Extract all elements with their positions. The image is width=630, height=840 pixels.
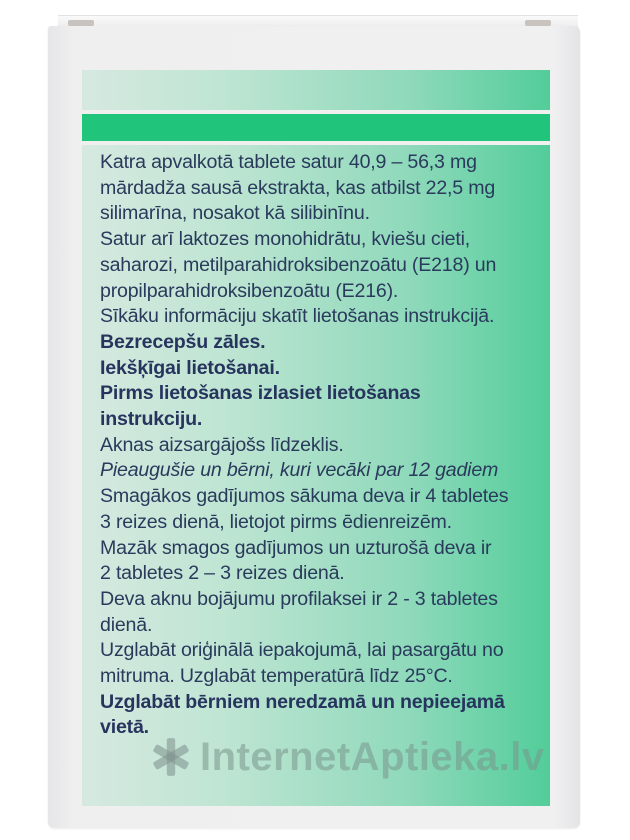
- text-line: propilparahidroksibenzoātu (E216).: [100, 279, 399, 302]
- text-line: silimarīna, nosakot kā silibinīnu.: [100, 202, 370, 225]
- text-line: Aknas aizsargājošs līdzeklis.: [100, 433, 344, 456]
- watermark: [150, 732, 545, 782]
- text-line-italic: Pieaugušie un bērni, kuri vecāki par 12 gadiem: [100, 459, 499, 482]
- text-line-bold: Uzglabāt bērniem neredzamā un nepieejamā: [100, 690, 505, 713]
- text-line: saharozi, metilparahidroksibenzoātu (E218) un: [100, 253, 497, 276]
- text-line: 2 tabletes 2 – 3 reizes dienā.: [100, 562, 345, 585]
- text-line-bold: vietā.: [100, 716, 149, 739]
- watermark-text: InternetAptieka.lv: [200, 734, 545, 779]
- text-line-bold: instrukciju.: [100, 408, 203, 431]
- text-line: Deva aknu bojājumu profilaksei ir 2 - 3 tabletes: [100, 587, 498, 610]
- text-line: mitruma. Uzglabāt temperatūrā līdz 25°C.: [100, 665, 453, 688]
- asterisk-logo-icon: [150, 736, 192, 778]
- text-line-bold: Iekšķīgai lietošanai.: [100, 356, 280, 379]
- text-line: dienā.: [100, 613, 153, 636]
- text-line-bold: Bezrecepšu zāles.: [100, 330, 266, 353]
- text-line: Mazāk smagos gadījumos un uzturošā deva ir: [100, 536, 492, 559]
- green-stripe: [82, 114, 550, 141]
- text-line: Katra apvalkotā tablete satur 40,9 – 56,3 mg: [100, 151, 477, 173]
- text-line: Uzglabāt oriģinālā iepakojumā, lai pasargātu no: [100, 639, 504, 662]
- package-text: [100, 150, 540, 741]
- text-line: Satur arī laktozes monohidrātu, kviešu cieti,: [100, 228, 470, 251]
- text-line: 3 reizes dienā, lietojot pirms ēdienreizēm.: [100, 510, 452, 533]
- text-line: mārdadža sausā ekstrakta, kas atbilst 22,5 mg: [100, 176, 496, 199]
- text-line: Smagākos gadījumos sākuma deva ir 4 tabletes: [100, 485, 509, 508]
- text-line-bold: Pirms lietošanas izlasiet lietošanas: [100, 382, 421, 405]
- gradient-band-top: [82, 70, 550, 110]
- text-line: Sīkāku informāciju skatīt lietošanas instrukcijā.: [100, 305, 495, 328]
